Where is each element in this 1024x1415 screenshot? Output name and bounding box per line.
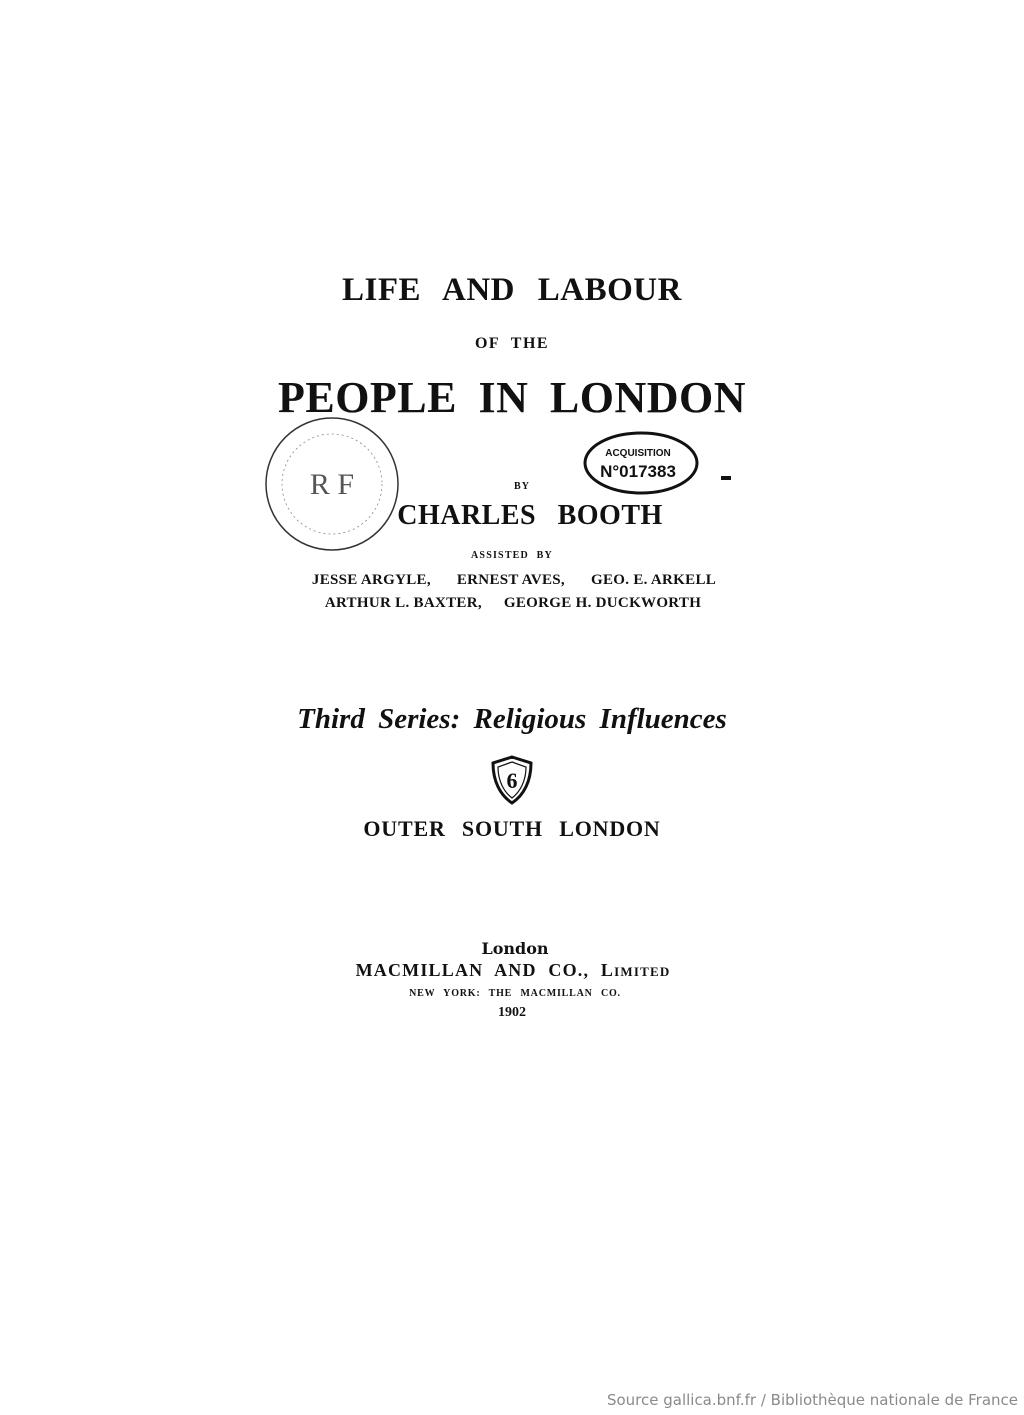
- assistant-name: GEO. E. ARKELL: [590, 572, 717, 588]
- volume-shield-icon: [490, 755, 534, 805]
- title-line-2: PEOPLE IN LONDON: [277, 373, 747, 422]
- ink-mark: [721, 476, 731, 480]
- publication-year: 1902: [498, 1005, 526, 1020]
- author-name: CHARLES BOOTH: [397, 500, 663, 531]
- by-line: BY: [514, 481, 530, 492]
- acquisition-label: ACQUISITION: [605, 448, 671, 459]
- publisher-suffix: Limited: [600, 960, 671, 980]
- assistant-name: ERNEST AVES,: [456, 572, 565, 588]
- volume-subtitle: OUTER SOUTH LONDON: [363, 816, 661, 841]
- publisher-name: MACMILLAN AND CO.,: [355, 960, 590, 980]
- assisted-by-line: ASSISTED BY: [471, 550, 553, 561]
- source-credit: Source gallica.bnf.fr / Bibliothèque nationale de France: [606, 1391, 1018, 1409]
- rf-stamp-text: R F: [309, 468, 355, 501]
- series-title: Third Series: Religious Influences: [297, 703, 727, 735]
- assistant-name: ARTHUR L. BAXTER,: [324, 595, 482, 611]
- of-the-line: OF THE: [474, 335, 550, 352]
- acquisition-stamp: [582, 430, 700, 496]
- imprint-line: NEW YORK: THE MACMILLAN CO.: [409, 988, 621, 999]
- title-line-1: LIFE AND LABOUR: [342, 272, 682, 308]
- publication-place: London: [481, 939, 549, 958]
- assistants-row-1: [2, 572, 1024, 589]
- publisher: [1, 960, 1024, 981]
- assistant-name: JESSE ARGYLE,: [311, 572, 431, 588]
- volume-number: 6: [506, 768, 518, 793]
- acquisition-number: N°017383: [600, 462, 676, 481]
- assistants-row-2: [1, 595, 1024, 612]
- assistant-name: GEORGE H. DUCKWORTH: [503, 595, 702, 611]
